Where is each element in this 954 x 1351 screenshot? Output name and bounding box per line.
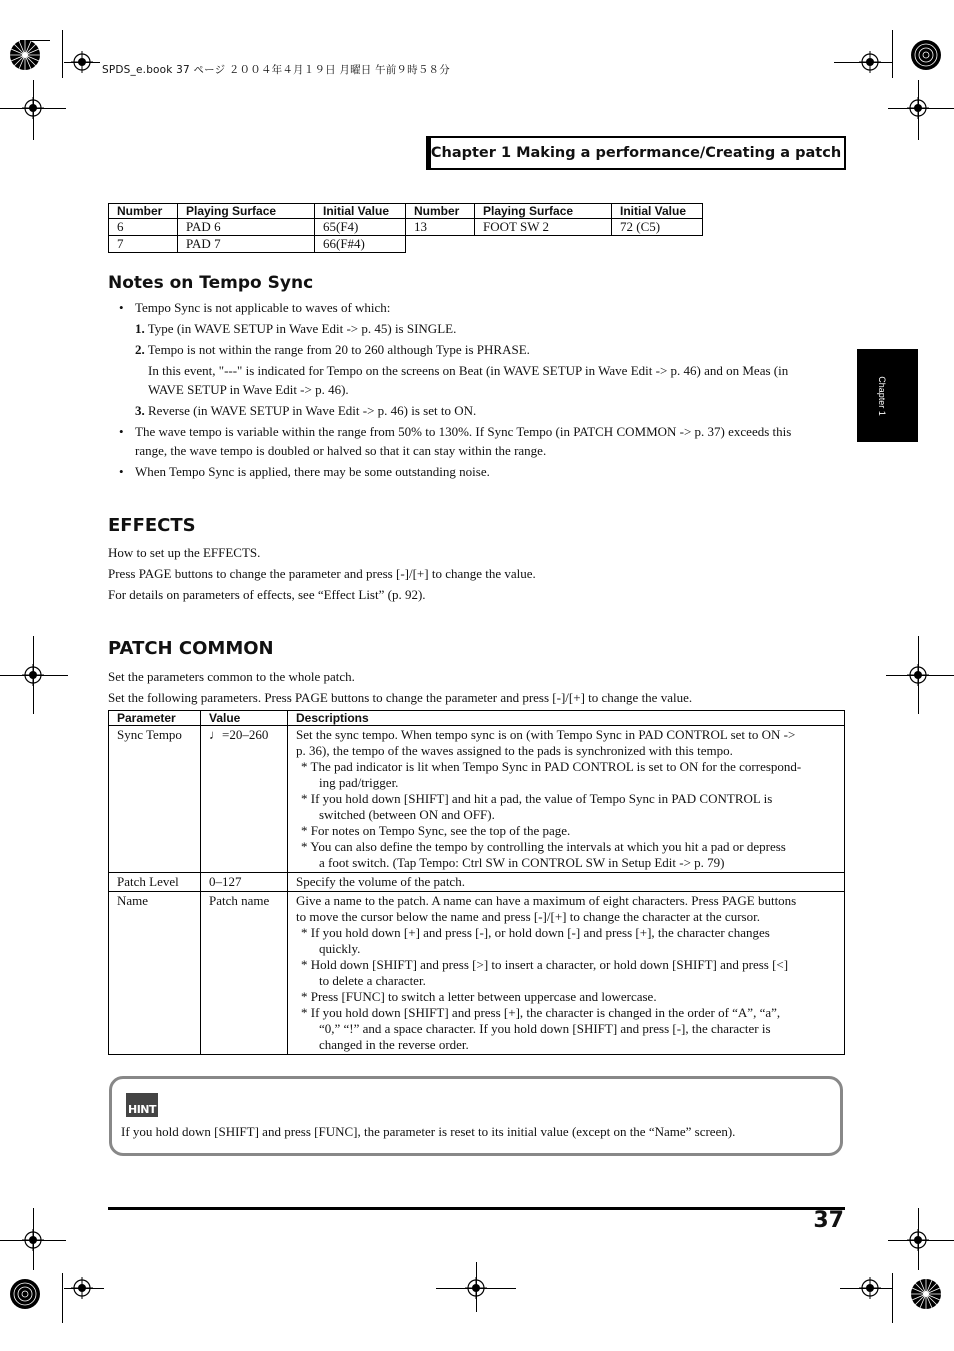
item-number: 1. (135, 321, 145, 336)
description-note: * If you hold down [+] and press [-], or hold down [-] and press [+], the character changes (301, 925, 770, 940)
tempo-sync-item-2-detail: WAVE SETUP in Wave Edit -> p. 46). (148, 382, 349, 397)
registration-mark-icon (859, 51, 881, 73)
page-number: 37 (813, 1208, 844, 1233)
table-cell: PAD 7 (178, 236, 315, 253)
chapter-title-box (426, 136, 846, 170)
table-row (109, 892, 845, 1055)
description-note-cont: “0,” “!” and a space character. If you hold down [SHIFT] and press [-], the character is (319, 1021, 771, 1036)
table-header: Initial Value (315, 204, 406, 219)
tempo-sync-item-3 (135, 401, 476, 420)
table-header: Number (406, 204, 475, 219)
chapter-side-tab-label: Chapter 1 (877, 376, 887, 416)
patch-common-parameter-table (108, 710, 845, 1055)
param-name: Name (109, 892, 201, 1055)
table-header: Initial Value (612, 204, 703, 219)
patch-common-line: Set the parameters common to the whole patch. (108, 669, 355, 684)
description-note-cont: changed in the reverse order. (319, 1037, 469, 1052)
description-note: * Hold down [SHIFT] and press [>] to insert a character, or hold down [SHIFT] and press [<] (301, 957, 789, 972)
description-line: p. 36), the tempo of the waves assigned to the pads is synchronized with this tempo. (296, 743, 733, 758)
hint-badge-label: HINT (127, 1103, 156, 1116)
registration-mark-icon (22, 97, 44, 119)
description-note-cont: ing pad/trigger. (319, 775, 399, 790)
table-cell: 72 (C5) (612, 219, 703, 236)
table-cell: PAD 6 (178, 219, 315, 236)
item-text: Type (in WAVE SETUP in Wave Edit -> p. 45) is SINGLE. (147, 321, 457, 336)
color-target-icon (9, 1278, 41, 1310)
table-cell: FOOT SW 2 (475, 219, 612, 236)
hint-box (109, 1076, 843, 1156)
table-row (109, 219, 703, 236)
tempo-sync-item-2-detail: In this event, "---" is indicated for Tempo on the screens on Beat (in WAVE SETUP in Wave Edit -> p. 46) and on Meas (in (148, 363, 789, 378)
registration-mark-icon (907, 97, 929, 119)
description-line: Give a name to the patch. A name can have a maximum of eight characters. Press PAGE buttons (296, 893, 797, 908)
table-cell: 6 (109, 219, 178, 236)
table-cell-empty (406, 236, 475, 253)
color-target-icon (9, 39, 41, 71)
description-note: * For notes on Tempo Sync, see the top of the page. (301, 823, 571, 838)
item-number: 3. (135, 403, 145, 418)
table-header: Number (109, 204, 178, 219)
color-target-icon (910, 1278, 942, 1310)
param-description (288, 892, 845, 1055)
param-value: 0–127 (201, 873, 288, 892)
description-note-cont: switched (between ON and OFF). (319, 807, 495, 822)
table-header: Playing Surface (178, 204, 315, 219)
description-note: * If you hold down [SHIFT] and hit a pad, the value of Tempo Sync in PAD CONTROL is (301, 791, 773, 806)
effects-line: For details on parameters of effects, see “Effect List” (p. 92). (108, 587, 426, 602)
effects-line: How to set up the EFFECTS. (108, 545, 261, 560)
effects-heading: EFFECTS (108, 515, 196, 536)
tempo-sync-item-1 (135, 319, 456, 338)
registration-mark-icon (907, 664, 929, 686)
registration-mark-icon (22, 1229, 44, 1251)
description-note: * The pad indicator is lit when Tempo Sync in PAD CONTROL is set to ON for the correspond- (301, 759, 802, 774)
table-cell: 7 (109, 236, 178, 253)
registration-mark-icon (71, 51, 93, 73)
tempo-sync-bullet-2: • The wave tempo is variable within the range from 50% to 130%. If Sync Tempo (in PATCH COMMON -> p. 37) exceeds this (135, 422, 791, 441)
tempo-sync-heading: Notes on Tempo Sync (108, 273, 314, 293)
description-note: * Press [FUNC] to switch a letter between uppercase and lowercase. (301, 989, 657, 1004)
description-note: * You can also define the tempo by controlling the intervals at which you hit a pad or depress (301, 839, 786, 854)
registration-mark-icon (71, 1277, 93, 1299)
description-line: Set the sync tempo. When tempo sync is on (with Tempo Sync in PAD CONTROL set to ON -> (296, 727, 796, 742)
table-cell: 66(F#4) (315, 236, 406, 253)
table-header: Value (201, 711, 288, 726)
param-name: Patch Level (109, 873, 201, 892)
description-note-cont: quickly. (319, 941, 361, 956)
color-target-icon (910, 39, 942, 71)
tempo-sync-bullet-2-cont: range, the wave tempo is doubled or halved so that it can stay within the range. (135, 443, 547, 458)
table-row (109, 873, 845, 892)
table-cell: 65(F4) (315, 219, 406, 236)
description-note: * If you hold down [SHIFT] and press [+], the character is changed in the order of “A”, “a”, (301, 1005, 781, 1020)
registration-mark-icon (465, 1277, 487, 1299)
patch-common-line: Set the following parameters. Press PAGE buttons to change the parameter and press [-]/[+] to change the value. (108, 690, 693, 705)
item-text: Tempo is not within the range from 20 to 260 although Type is PHRASE. (147, 342, 530, 357)
table-header: Playing Surface (475, 204, 612, 219)
initial-value-table (108, 203, 703, 253)
footer-rule (108, 1207, 845, 1210)
hint-text: If you hold down [SHIFT] and press [FUNC], the parameter is reset to its initial value (except on the “Name” screen). (121, 1124, 736, 1139)
tempo-sync-item-2 (135, 340, 530, 359)
registration-mark-icon (22, 664, 44, 686)
param-value: Patch name (201, 892, 288, 1055)
patch-common-heading: PATCH COMMON (108, 638, 274, 659)
table-header: Descriptions (288, 711, 845, 726)
param-description: Specify the volume of the patch. (288, 873, 845, 892)
table-header-row (109, 711, 845, 726)
table-header-row (109, 204, 703, 219)
table-cell-empty (612, 236, 703, 253)
table-cell-empty (475, 236, 612, 253)
param-name: Sync Tempo (109, 726, 201, 873)
registration-mark-icon (859, 1277, 881, 1299)
description-line: to move the cursor below the name and press [-]/[+] to change the character at the cursor. (296, 909, 760, 924)
tempo-sync-bullet-1: • Tempo Sync is not applicable to waves of which: (135, 298, 390, 317)
hint-icon (126, 1093, 158, 1117)
table-row (109, 726, 845, 873)
description-note-cont: to delete a character. (319, 973, 426, 988)
tempo-sync-bullet-3: • When Tempo Sync is applied, there may be some outstanding noise. (135, 462, 490, 481)
table-header: Parameter (109, 711, 201, 726)
effects-line: Press PAGE buttons to change the parameter and press [-]/[+] to change the value. (108, 566, 536, 581)
table-cell: 13 (406, 219, 475, 236)
chapter-side-tab (857, 349, 918, 442)
item-text: Reverse (in WAVE SETUP in Wave Edit -> p. 46) is set to ON. (148, 403, 477, 418)
param-value: ♩=20–260 (201, 726, 288, 873)
chapter-title: Chapter 1 Making a performance/Creating a patch (430, 145, 842, 161)
file-header: SPDS_e.book 37 ページ ２００４年４月１９日 月曜日 午前９時５８分 (102, 64, 450, 76)
param-description (288, 726, 845, 873)
item-number: 2. (135, 342, 145, 357)
table-row (109, 236, 703, 253)
description-note-cont: a foot switch. (Tap Tempo: Ctrl SW in CONTROL SW in Setup Edit -> p. 79) (319, 855, 725, 870)
registration-mark-icon (907, 1229, 929, 1251)
